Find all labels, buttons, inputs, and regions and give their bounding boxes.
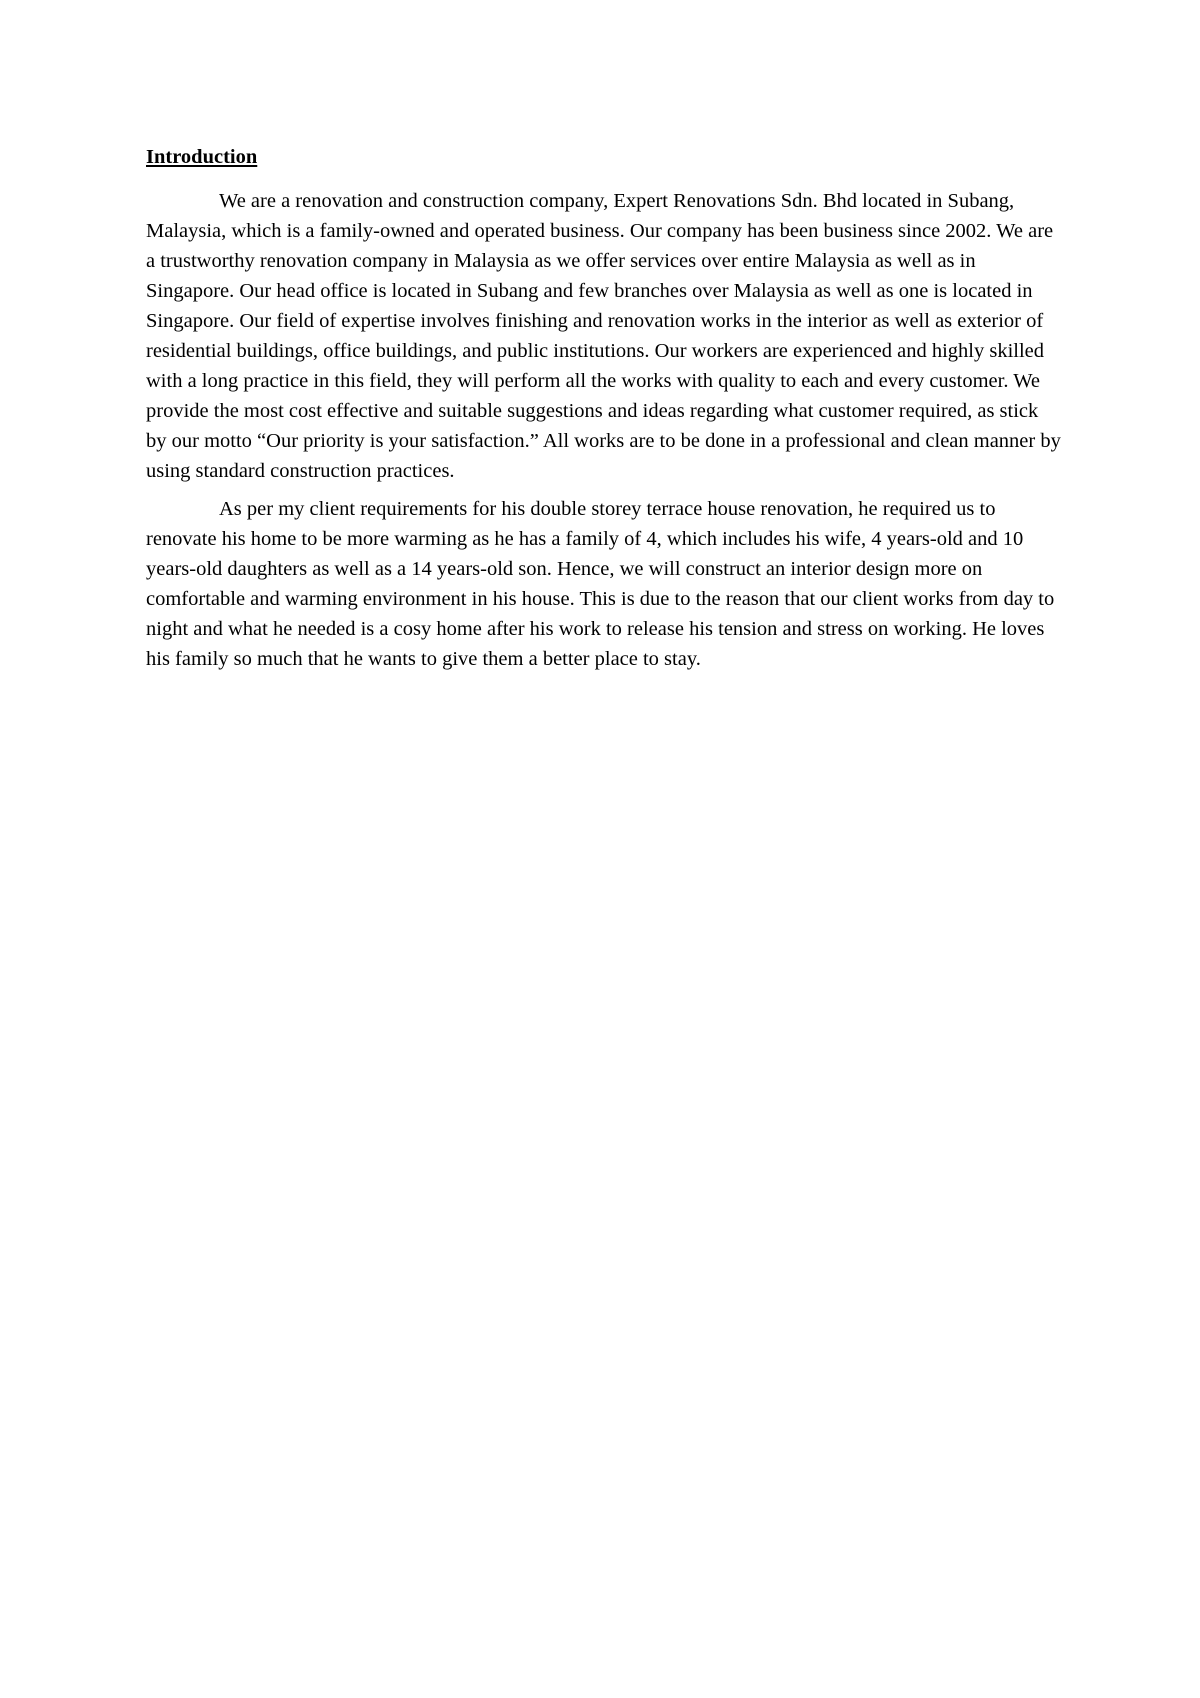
section-heading: Introduction	[146, 146, 258, 168]
paragraph-company-intro: We are a renovation and construction company, Expert Renovations Sdn. Bhd located in Subang, Malaysia, which is a family-owned and operated business. Our company has been business since 2002. We are a trustworthy renovation company in Malaysia as we offer services over entire Malaysia as well as in Singapore. Our head office is located in Subang and few branches over Malaysia as well as one is located in Singapore. Our field of expertise involves finishing and renovation works in the interior as well as exterior of residential buildings, office buildings, and public institutions. Our workers are experienced and highly skilled with a long practice in this field, they will perform all the works with quality to each and every customer. We provide the most cost effective and suitable suggestions and ideas regarding what customer required, as stick by our motto “Our priority is your satisfaction.” All works are to be done in a professional and clean manner by using standard construction practices.	[146, 190, 1061, 482]
paragraph-client-requirements: As per my client requirements for his double storey terrace house renovation, he required us to renovate his home to be more warming as he has a family of 4, which includes his wife, 4 years-old and 10 years-old daughters as well as a 14 years-old son. Hence, we will construct an interior design more on comfortable and warming environment in his house. This is due to the reason that our client works from day to night and what he needed is a cosy home after his work to release his tension and stress on working. He loves his family so much that he wants to give them a better place to stay.	[146, 498, 1055, 670]
document-body	[146, 142, 1062, 682]
